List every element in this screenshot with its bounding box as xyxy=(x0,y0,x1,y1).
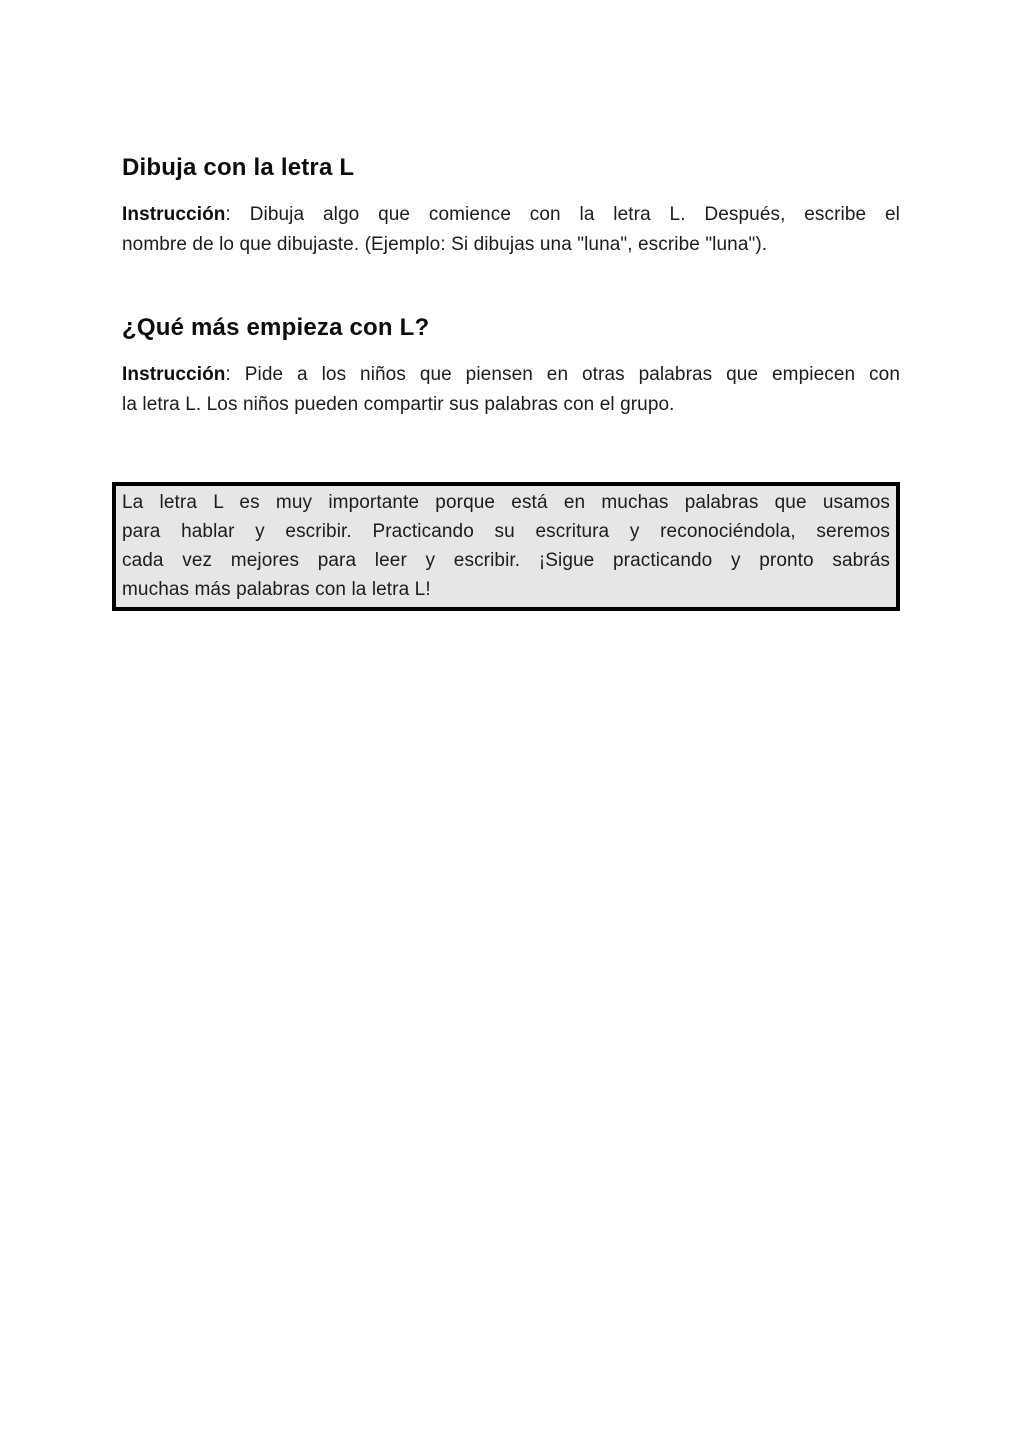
text-line: la letra L. Los niños pueden compartir sus palabras con el grupo. xyxy=(122,394,675,415)
text-line: nombre de lo que dibujaste. (Ejemplo: Si dibujas una "luna", escribe "luna"). xyxy=(122,234,768,255)
instruction-paragraph xyxy=(122,200,900,260)
callout-box xyxy=(112,482,900,611)
callout-paragraph xyxy=(122,488,890,604)
text-line: para hablar y escribir. Practicando su escritura y reconociéndola, seremos xyxy=(122,521,890,542)
section-dibuja-con-la-letra-l xyxy=(122,152,900,260)
text-line: La letra L es muy importante porque está en muchas palabras que usamos xyxy=(122,492,890,513)
text-line: Instrucción: Pide a los niños que piensen en otras palabras que empiecen con xyxy=(122,364,900,385)
section-que-mas-empieza-con-l xyxy=(122,312,900,420)
text-line: cada vez mejores para leer y escribir. ¡Sigue practicando y pronto sabrás xyxy=(122,550,890,571)
section-heading: ¿Qué más empieza con L? xyxy=(122,314,430,341)
text-line: muchas más palabras con la letra L! xyxy=(122,579,431,600)
instruction-label: Instrucción xyxy=(122,204,226,225)
instruction-paragraph xyxy=(122,360,900,420)
instruction-label: Instrucción xyxy=(122,364,226,385)
text-line: Instrucción: Dibuja algo que comience con la letra L. Después, escribe el xyxy=(122,204,900,225)
section-heading: Dibuja con la letra L xyxy=(122,154,355,181)
